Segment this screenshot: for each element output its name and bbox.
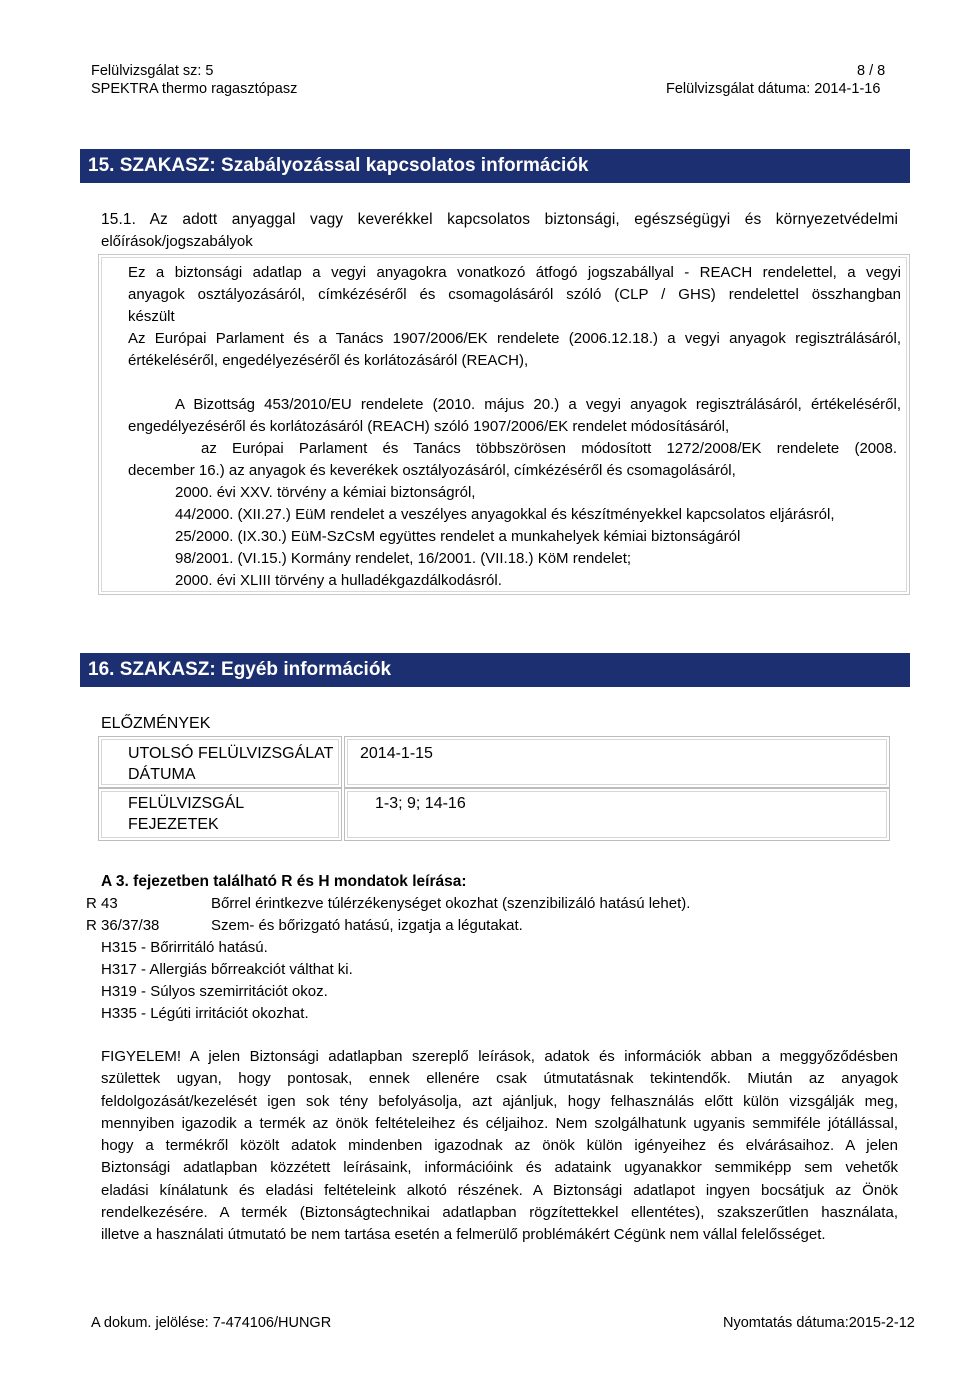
regulation-line: 98/2001. (VI.15.) Kormány rendelet, 16/2001. (VII.18.) KöM rendelet; [175,550,632,567]
page-number: 8 / 8 [857,63,886,79]
regulation-line: 25/2000. (IX.30.) EüM-SzCsM együttes rendelet a munkahelyek kémiai biztonságáról [175,528,741,545]
r-phrase-text: Szem- és bőrizgató hatású, izgatja a légutakat. [211,917,523,934]
section-15-title: 15. SZAKASZ: Szabályozással kapcsolatos információk [80,149,910,183]
regulation-line: december 16.) az anyagok és keverékek osztályozásáról, címkézéséről és csomagolásáról, [128,462,736,479]
regulation-line: készült [128,308,175,325]
regulation-line: 2000. évi XLIII törvény a hulladékgazdálkodásról. [175,572,502,589]
disclaimer-line: FIGYELEM! A jelen Biztonsági adatlapban szereplő leírások, adatok és információk abban a meggyőződésben [101,1048,898,1065]
h-phrase: H335 - Légúti irritációt okozhat. [101,1005,309,1022]
document-id: A dokum. jelölése: 7-474106/HUNGR [91,1315,332,1331]
disclaimer-line: feldolgozását/kezelését igen sok tény befolyásolja, azt ajánljuk, hogy felhasználás előtt külön vizsgálják meg, [101,1092,898,1110]
regulation-line: A Bizottság 453/2010/EU rendelete (2010. május 20.) a vegyi anyagok regisztrálásáról, értékeléséről, [175,396,901,413]
regulation-line: értékeléséről, engedélyezéséről és korlátozásáról (REACH), [128,352,529,369]
r-phrase-code: R 36/37/38 [86,917,160,934]
phrases-heading: A 3. fejezetben található R és H mondatok leírása: [101,873,467,890]
last-revision-date: 2014-1-15 [360,745,433,762]
last-revision-label: UTOLSÓ FELÜLVIZSGÁLAT [128,745,334,762]
revised-sections-label: FEJEZETEK [128,816,219,833]
disclaimer-line: Biztonsági adatlapban közzétett leírásaink, információink és adataink ugyanakkor semmiképp sem vehetők [101,1159,898,1177]
last-revision-label: DÁTUMA [128,766,196,783]
history-heading: ELŐZMÉNYEK [101,715,211,732]
r-phrase-text: Bőrrel érintkezve túlérzékenységet okozhat (szenzibilizáló hatású lehet). [211,895,691,912]
disclaimer-line: eladási kínálatunk és eladási feltételeink alkotó részének. A Biztonsági adatlapot ingyen bocsátjuk az Önök [101,1181,898,1199]
revised-sections-label: FELÜLVIZSGÁL [128,795,245,812]
disclaimer-paragraph [101,1046,898,1247]
regulation-line: anyagok osztályozásáról, címkézéséről és csomagolásáról szóló (CLP / GHS) rendelettel összhangban [128,286,901,303]
product-name: SPEKTRA thermo ragasztópasz [91,81,298,97]
disclaimer-line: hogy a termékről közölt adatok mindenben igazodnak az önök külön igényeihez és elvárásaihoz. A jelen [101,1137,898,1155]
disclaimer-line: mennyiben igazodik a termék az önök feltételeihez és céljaihoz. Nem szolgálhatunk ugyanis semmiféle jótállással, [101,1114,898,1132]
regulation-line: az Európai Parlament és Tanács többszörösen módosított 1272/2008/EK rendelete (2008. [201,440,897,457]
revised-sections-value: 1-3; 9; 14-16 [375,795,466,812]
section-16-title: 16. SZAKASZ: Egyéb információk [80,653,910,687]
section-15-1-title-line1: 15.1. Az adott anyaggal vagy keverékkel kapcsolatos biztonsági, egészségügyi és környezetvédelmi [101,211,898,228]
print-date: Nyomtatás dátuma:2015-2-12 [723,1315,915,1331]
h-phrase: H315 - Bőrirritáló hatású. [101,939,268,956]
regulation-line: Az Európai Parlament és a Tanács 1907/2006/EK rendelete (2006.12.18.) a vegyi anyagok regisztrálásáról, [128,330,901,347]
revision-number: Felülvizsgálat sz: 5 [91,63,214,79]
r-phrase-code: R 43 [86,895,118,912]
revision-date: Felülvizsgálat dátuma: 2014-1-16 [666,81,881,97]
regulation-line: 2000. évi XXV. törvény a kémiai biztonságról, [175,484,476,501]
h-phrase: H317 - Allergiás bőrreakciót válthat ki. [101,961,353,978]
regulation-line: Ez a biztonsági adatlap a vegyi anyagokra vonatkozó átfogó jogszabállyal - REACH rendelettel, a vegyi [128,264,901,281]
section-15-1-title-line2: előírások/jogszabályok [101,233,253,250]
regulation-line: engedélyezéséről és korlátozásáról (REACH) szóló 1907/2006/EK rendelet módosításáról, [128,418,730,435]
disclaimer-line: születtek ugyan, hogy pontosak, ennek ellenére csak útmutatásnak tekintendők. Miután az anyagok [101,1070,898,1088]
disclaimer-line: illetve a használati útmutató be nem tartása esetén a felmerülő problémákért Cégünk nem vállal felelősséget. [101,1226,826,1244]
disclaimer-line: rendelkezésére. A termék (Biztonságtechnikai adatlapban rögzítettekkel ellentétes), szakszerűtlen használata, [101,1204,898,1222]
h-phrase: H319 - Súlyos szemirritációt okoz. [101,983,328,1000]
regulation-line: 44/2000. (XII.27.) EüM rendelet a veszélyes anyagokkal és készítményekkel kapcsolatos eljárásról, [175,506,835,523]
